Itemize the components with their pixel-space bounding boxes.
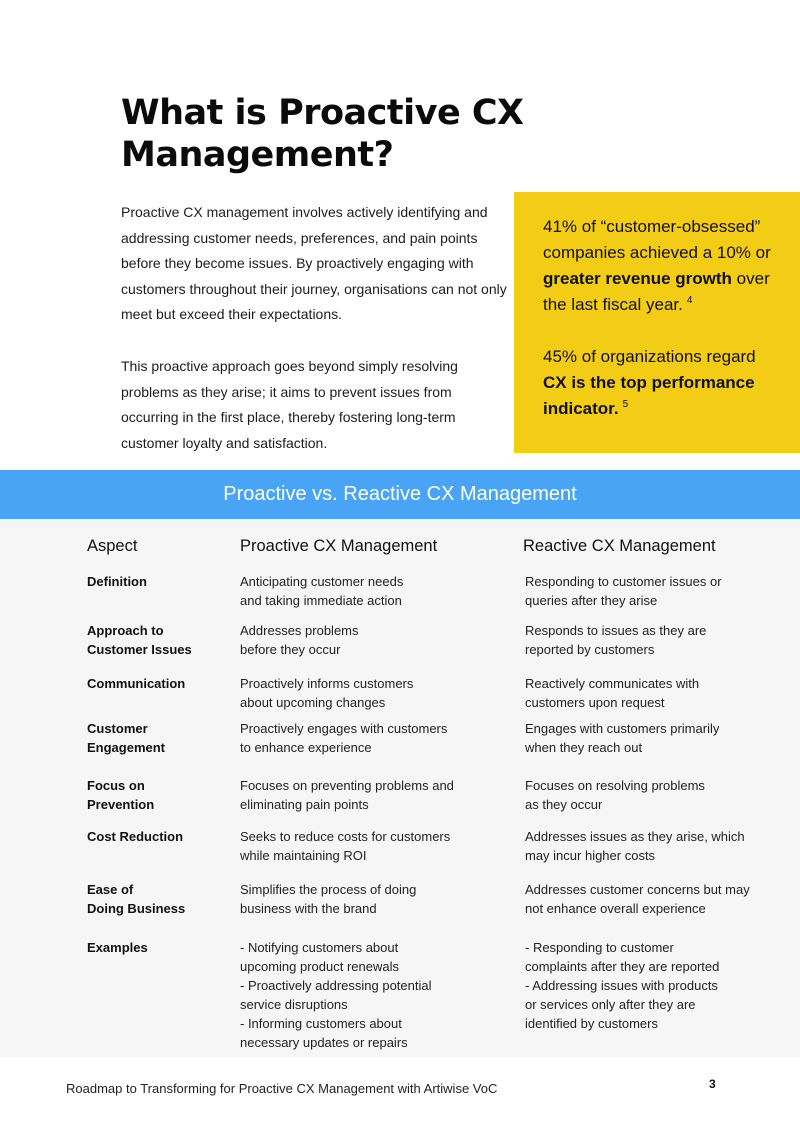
- footer-text: Roadmap to Transforming for Proactive CX Management with Artiwise VoC: [66, 1081, 498, 1096]
- reactive-cell: Responding to customer issues or queries after they arise: [525, 574, 722, 608]
- stat-performance-indicator: [543, 344, 780, 422]
- proactive-cell: Proactively engages with customers to enhance experience: [240, 721, 448, 755]
- intro-paragraph: Proactive CX management involves actively identifying and addressing customer needs, preferences, and pain points before they become issues. By proactively engaging with customers throughout their journey, organisations can not only meet but exceed their expectations.: [121, 204, 507, 323]
- proactive-cell: Simplifies the process of doing business with the brand: [240, 882, 417, 916]
- stat-highlight: CX is the top performance indicator.: [543, 373, 755, 418]
- proactive-cell: Anticipating customer needs and taking immediate action: [240, 574, 404, 608]
- intro-section: [121, 200, 511, 456]
- column-header-proactive: Proactive CX Management: [240, 537, 438, 555]
- aspect-cell: Approach to Customer Issues: [87, 623, 192, 657]
- page-title: What is Proactive CX Management?: [121, 93, 524, 175]
- proactive-cell: Seeks to reduce costs for customers while maintaining ROI: [240, 829, 451, 863]
- stats-callout: [514, 192, 800, 453]
- reactive-cell: Responds to issues as they are reported by customers: [525, 623, 707, 657]
- comparison-title: Proactive vs. Reactive CX Management: [223, 483, 577, 505]
- footnote-ref: 5: [622, 399, 629, 411]
- aspect-cell: Customer Engagement: [87, 721, 166, 755]
- reactive-cell: Addresses issues as they arise, which may incur higher costs: [525, 829, 745, 863]
- reactive-cell: - Responding to customer complaints after they are reported - Addressing issues with products or services only after they are identified by customers: [525, 940, 720, 1031]
- aspect-cell: Communication: [87, 676, 186, 691]
- stat-highlight: greater revenue growth: [543, 269, 732, 288]
- footnote-ref: 4: [686, 295, 693, 307]
- aspect-cell: Ease of Doing Business: [87, 882, 186, 916]
- proactive-cell: Focuses on preventing problems and eliminating pain points: [240, 778, 454, 812]
- stat-text: over the last fiscal year.: [543, 269, 770, 314]
- proactive-cell: Addresses problems before they occur: [240, 623, 359, 657]
- reactive-cell: Addresses customer concerns but may not enhance overall experience: [525, 882, 750, 916]
- aspect-cell: Examples: [87, 940, 148, 955]
- aspect-cell: Cost Reduction: [87, 829, 184, 844]
- page-number: 3: [709, 1077, 716, 1091]
- comparison-title-band: [0, 470, 800, 519]
- proactive-cell: - Notifying customers about upcoming product renewals - Proactively addressing potential service disruptions - Informing customers about necessary updates or repairs: [240, 940, 432, 1050]
- stat-text: 45% of organizations regard: [543, 347, 756, 366]
- stat-text: 41% of “customer-obsessed” companies achieved a 10% or: [543, 217, 771, 262]
- reactive-cell: Focuses on resolving problems as they occur: [525, 778, 705, 812]
- reactive-cell: Engages with customers primarily when they reach out: [525, 721, 720, 755]
- reactive-cell: Reactively communicates with customers upon request: [525, 676, 700, 710]
- intro-paragraph: This proactive approach goes beyond simply resolving problems as they arise; it aims to prevent issues from occurring in the first place, thereby fostering long-term customer loyalty and satisfaction.: [121, 357, 458, 451]
- stat-revenue-growth: [543, 214, 780, 318]
- proactive-cell: Proactively informs customers about upcoming changes: [240, 676, 414, 710]
- column-header-reactive: Reactive CX Management: [523, 537, 716, 555]
- aspect-cell: Focus on Prevention: [87, 778, 155, 812]
- comparison-table: [0, 519, 800, 1057]
- aspect-cell: Definition: [87, 574, 147, 589]
- column-header-aspect: Aspect: [87, 537, 138, 555]
